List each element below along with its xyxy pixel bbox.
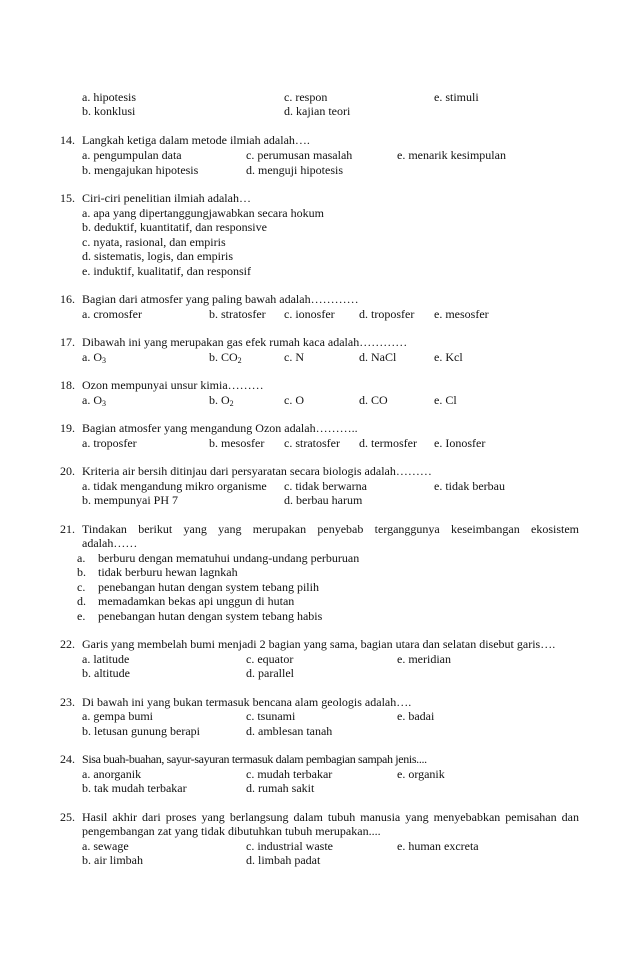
q22-option-d: d. parallel bbox=[246, 666, 294, 680]
q14-option-d: d. menguji hipotesis bbox=[246, 163, 343, 177]
q19-question: Bagian atmosfer yang mengandung Ozon adalah……….. bbox=[82, 421, 358, 435]
q23-option-b: b. letusan gunung berapi bbox=[82, 724, 200, 738]
q14-option-c: c. perumusan masalah bbox=[246, 148, 353, 162]
q14-number: 14. bbox=[60, 133, 75, 147]
q25-option-d: d. limbah padat bbox=[246, 853, 321, 867]
q23-option-c: c. tsunami bbox=[246, 709, 296, 723]
q15-number: 15. bbox=[60, 191, 75, 205]
q22-question: Garis yang membelah bumi menjadi 2 bagian yang sama, bagian utara dan selatan disebut garis…. bbox=[82, 637, 556, 651]
q20-question: Kriteria air bersih ditinjau dari persyaratan secara biologis adalah……… bbox=[82, 464, 432, 478]
q16-option-d: d. troposfer bbox=[359, 307, 415, 321]
q24-option-d: d. rumah sakit bbox=[246, 781, 315, 795]
q25-option-e: e. human excreta bbox=[397, 839, 479, 853]
q21-option-c: penebangan hutan dengan system tebang pilih bbox=[98, 580, 319, 594]
q21-option-e-letter: e. bbox=[77, 609, 86, 623]
q16-option-c: c. ionosfer bbox=[284, 307, 335, 321]
q20-option-b: b. mempunyai PH 7 bbox=[82, 493, 178, 507]
q17-option-c: c. N bbox=[284, 350, 304, 364]
q15-option-b: b. deduktif, kuantitatif, dan responsive bbox=[82, 220, 267, 234]
q24-option-c: c. mudah terbakar bbox=[246, 767, 333, 781]
q18-option-c: c. O bbox=[284, 393, 304, 407]
q16-option-e: e. mesosfer bbox=[434, 307, 489, 321]
q23-question: Di bawah ini yang bukan termasuk bencana alam geologis adalah…. bbox=[82, 695, 412, 709]
q22-option-e: e. meridian bbox=[397, 652, 451, 666]
q13-option-d: d. kajian teori bbox=[284, 104, 351, 118]
q18-option-e: e. Cl bbox=[434, 393, 457, 407]
q16-option-b: b. stratosfer bbox=[209, 307, 266, 321]
q13-option-b: b. konklusi bbox=[82, 104, 136, 118]
q25-option-b: b. air limbah bbox=[82, 853, 143, 867]
q24-option-a: a. anorganik bbox=[82, 767, 142, 781]
q13-option-a: a. hipotesis bbox=[82, 90, 136, 104]
q18-option-a: a. $O_3$ bbox=[82, 393, 106, 408]
q21-option-a: berburu dengan mematuhui undang-undang perburuan bbox=[98, 551, 360, 565]
q19-option-c: c. stratosfer bbox=[284, 436, 340, 450]
q14-option-e: e. menarik kesimpulan bbox=[397, 148, 506, 162]
q14-option-a: a. pengumpulan data bbox=[82, 148, 182, 162]
q19-option-a: a. troposfer bbox=[82, 436, 137, 450]
q16-option-a: a. cromosfer bbox=[82, 307, 142, 321]
q23-number: 23. bbox=[60, 695, 75, 709]
q24-option-b: b. tak mudah terbakar bbox=[82, 781, 187, 795]
q23-option-d: d. amblesan tanah bbox=[246, 724, 333, 738]
q21-option-a-letter: a. bbox=[77, 551, 86, 565]
q15-question: Ciri-ciri penelitian ilmiah adalah… bbox=[82, 191, 251, 205]
q24-option-e: e. organik bbox=[397, 767, 445, 781]
q13-option-c: c. respon bbox=[284, 90, 328, 104]
q18-number: 18. bbox=[60, 378, 75, 392]
q14-question: Langkah ketiga dalam metode ilmiah adalah…. bbox=[82, 133, 310, 147]
q21-option-b-letter: b. bbox=[77, 565, 86, 579]
q23-option-e: e. badai bbox=[397, 709, 435, 723]
q25-question-line2: pengembangan zat yang tidak dibutuhkan tubuh merupakan.... bbox=[82, 824, 381, 838]
q17-option-b: b. $CO_2$ bbox=[209, 350, 242, 365]
q19-option-e: e. Ionosfer bbox=[434, 436, 486, 450]
q21-option-c-letter: c. bbox=[77, 580, 86, 594]
q20-option-a: a. tidak mengandung mikro organisme bbox=[82, 479, 267, 493]
q25-option-a: a. sewage bbox=[82, 839, 129, 853]
q22-option-a: a. latitude bbox=[82, 652, 130, 666]
q24-question: Sisa buah-buahan, sayur-sayuran termasuk dalam pembagian sampah jenis.... bbox=[82, 752, 427, 766]
q15-option-c: c. nyata, rasional, dan empiris bbox=[82, 235, 226, 249]
q25-option-c: c. industrial waste bbox=[246, 839, 333, 853]
q20-option-c: c. tidak berwarna bbox=[284, 479, 367, 493]
q21-question-line1: Tindakan berikut yang yang merupakan penyebab terganggunya keseimbangan ekosistem bbox=[82, 522, 579, 536]
q16-question: Bagian dari atmosfer yang paling bawah adalah………… bbox=[82, 292, 359, 306]
q22-number: 22. bbox=[60, 637, 75, 651]
q15-option-d: d. sistematis, logis, dan empiris bbox=[82, 249, 233, 263]
q21-option-b: tidak berburu hewan lagnkah bbox=[98, 565, 238, 579]
q19-number: 19. bbox=[60, 421, 75, 435]
q17-number: 17. bbox=[60, 335, 75, 349]
q18-option-b: b. $O_2$ bbox=[209, 393, 234, 408]
q25-number: 25. bbox=[60, 810, 75, 824]
q21-question-line2: adalah…… bbox=[82, 536, 138, 550]
q21-number: 21. bbox=[60, 522, 75, 536]
q20-option-e: e. tidak berbau bbox=[434, 479, 505, 493]
q19-option-d: d. termosfer bbox=[359, 436, 417, 450]
q21-option-d-letter: d. bbox=[77, 594, 86, 608]
q22-option-c: c. equator bbox=[246, 652, 294, 666]
q13-option-e: e. stimuli bbox=[434, 90, 479, 104]
q17-question: Dibawah ini yang merupakan gas efek rumah kaca adalah………… bbox=[82, 335, 408, 349]
q21-option-e: penebangan hutan dengan system tebang habis bbox=[98, 609, 323, 623]
q20-number: 20. bbox=[60, 464, 75, 478]
q20-option-d: d. berbau harum bbox=[284, 493, 363, 507]
q25-question-line1: Hasil akhir dari proses yang berlangsung dalam tubuh manusia yang menyebabkan pemisahan dan bbox=[82, 810, 579, 824]
q17-option-d: d. NaCl bbox=[359, 350, 397, 364]
q15-option-e: e. induktif, kualitatif, dan responsif bbox=[82, 264, 251, 278]
q15-option-a: a. apa yang dipertanggungjawabkan secara hokum bbox=[82, 206, 324, 220]
q23-option-a: a. gempa bumi bbox=[82, 709, 153, 723]
q17-option-e: e. Kcl bbox=[434, 350, 463, 364]
q18-option-d: d. CO bbox=[359, 393, 388, 407]
q18-question: Ozon mempunyai unsur kimia……… bbox=[82, 378, 264, 392]
q19-option-b: b. mesosfer bbox=[209, 436, 265, 450]
q24-number: 24. bbox=[60, 752, 75, 766]
q21-option-d: memadamkan bekas api unggun di hutan bbox=[98, 594, 295, 608]
q22-option-b: b. altitude bbox=[82, 666, 130, 680]
q14-option-b: b. mengajukan hipotesis bbox=[82, 163, 199, 177]
q17-option-a: a. $O_3$ bbox=[82, 350, 106, 365]
q16-number: 16. bbox=[60, 292, 75, 306]
